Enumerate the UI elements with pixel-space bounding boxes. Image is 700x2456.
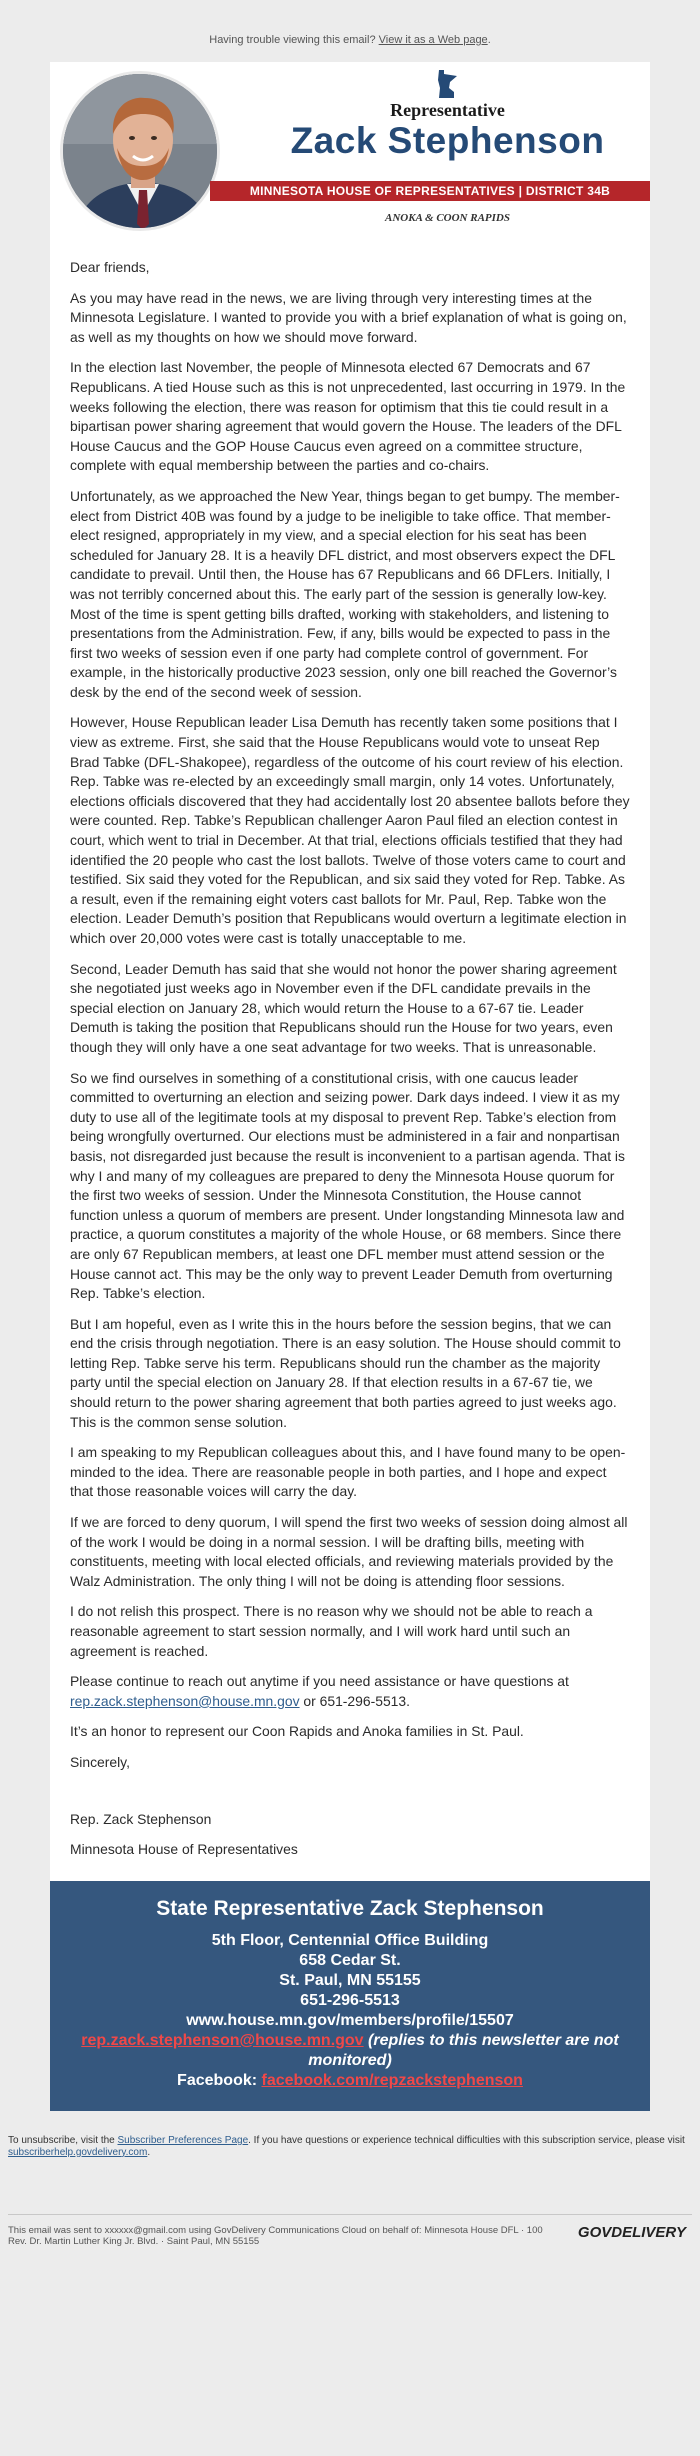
signature-name: Rep. Zack Stephenson: [70, 1810, 212, 1827]
address-line: St. Paul, MN 55155: [279, 1971, 421, 1989]
paragraph: So we find ourselves in something of a constitutional crisis, with one caucus leader committed to overturning an election and seizing power. Dark days indeed. I view it as my duty to use all of the legitimate tools at my disposal to prevent Rep. Tabke’s election from being wrongfully overturned. Our elections must be administered in a fair and nonpartisan basis, not disregarded just because the result is inconvenient to a partisan agenda. That is why I and many of my colleagues are prepared to deny the Minnesota House quorum for the first two weeks of session. Under the Minnesota Constitution, the House cannot function unless a quorum of members are present. Under longstanding Minnesota law and practice, a quorum constitutes a majority of the whole House, or 68 members. Since there are only 67 Republican members, at least one DFL member must attend session or the House cannot act. This may be the only way to prevent Leader Demuth from overturning Rep. Tabke’s election.: [70, 1069, 625, 1302]
paragraph: However, House Republican leader Lisa Demuth has recently taken some positions that I view as extreme. First, she said that the House Republicans would vote to unseat Rep Brad Tabke (DFL-Shakopee), regardless of the outcome of his court review of his election. Rep. Tabke was re-elected by an exceedingly small margin, only 14 votes. Unfortunately, elections officials discovered that they had accidentally lost 20 absentee ballots before they were counted. Rep. Tabke’s Republican challenger Aaron Paul filed an election contest in court, which went to trial in December. At that trial, elections officials testified that they had identified the 20 people who cast the lost ballots. Twelve of those voters came to court and testified. Six said they voted for the Republican, and six said they voted for Rep. Tabke. As a result, even if the remaining eight voters cast ballots for Mr. Paul, Rep. Tabke won the election. Leader Demuth’s position that Republicans would overturn a legitimate election in which over 20,000 votes were cast is totally unacceptable to me.: [70, 714, 630, 946]
paragraph: It’s an honor to represent our Coon Rapids and Anoka families in St. Paul.: [70, 1723, 524, 1740]
unsubscribe-notice: [0, 2111, 700, 2159]
govdelivery-logo[interactable]: [577, 2223, 686, 2241]
contact-prefix: Please continue to reach out anytime if you need assistance or have questions at: [70, 1673, 569, 1690]
web-view-prefix: Having trouble viewing this email?: [209, 34, 379, 46]
contact-email-link[interactable]: rep.zack.stephenson@house.mn.gov: [81, 2031, 364, 2049]
fine-middle: . If you have questions or experience technical difficulties with this subscription service, please visit: [248, 2134, 685, 2146]
contact-suffix: or 651-296-5513.: [299, 1692, 410, 1709]
paragraph: I am speaking to my Republican colleagues about this, and I have found many to be open-minded to the idea. There are reasonable people in both parties, and I hope and expect that those reasonable voices will carry the day.: [70, 1444, 626, 1500]
web-view-suffix: .: [487, 34, 491, 46]
contact-box: [50, 1881, 650, 2111]
representative-photo: [60, 71, 220, 231]
newsletter-card: [50, 62, 650, 2111]
closing: Sincerely,: [70, 1753, 130, 1770]
email-note: (replies to this newsletter are not monitored): [308, 2031, 619, 2069]
paragraph: In the election last November, the people of Minnesota elected 67 Democrats and 67 Republicans. A tied House such as this is not unprecedented, last occurring in 1979. In the weeks following the election, there was reason for optimism that this tie could result in a bipartisan power sharing agreement that would govern the House. The leaders of the DFL House Caucus and the GOP House Caucus even agreed on a committee structure, complete with equal membership between the parties and co-chairs.: [70, 359, 626, 474]
paragraph: I do not relish this prospect. There is no reason why we should not be able to reach a reasonable agreement to start session normally, and I will work hard until such an agreement is reached.: [70, 1603, 593, 1659]
paragraph: If we are forced to deny quorum, I will spend the first two weeks of session doing almost all of the work I would be doing in a normal session. I will be drafting bills, meeting with constituents, meeting with local elected officials, and reviewing materials provided by the Walz Administration. The only thing I will not be doing is attending floor sessions.: [70, 1514, 628, 1589]
district-tagline: ANOKA & COON RAPIDS: [384, 212, 510, 224]
greeting: Dear friends,: [70, 259, 150, 275]
subscriber-help-link[interactable]: subscriberhelp.govdelivery.com: [8, 2146, 148, 2158]
contact-phone: 651-296-5513: [300, 1991, 400, 2009]
address-line: 5th Floor, Centennial Office Building: [211, 1931, 489, 1949]
minnesota-state-icon: [437, 70, 459, 98]
facebook-line: [60, 2071, 640, 2091]
paragraph: Second, Leader Demuth has said that she would not honor the power sharing agreement she negotiated just weeks ago in November even if the DFL candidate prevails in the special election on January 28, which would return the House to a 67-67 tie. Leader Demuth is taking the position that Republicans should run the House for two years, even though they will only have a one seat advantage for two weeks. That is unreasonable.: [70, 960, 617, 1055]
facebook-label: Facebook:: [177, 2071, 262, 2089]
district-banner: MINNESOTA HOUSE OF REPRESENTATIVES | DISTRICT 34B: [210, 181, 650, 201]
sender-line: This email was sent to xxxxxx@gmail.com using GovDelivery Communications Cloud on behalf of: Minnesota House DFL · 100: [8, 2224, 543, 2236]
paragraph: Unfortunately, as we approached the New Year, things began to get bumpy. The member-elect from District 40B was found by a judge to be ineligible to take office. That member-elect resigned, appropriately in my view, and a special election for his seat has been scheduled for January 28. It is a heavily DFL district, and most observers expect the DFL candidate to prevail. Until then, the House has 67 Republicans and 66 DFLers. Initially, I was not terribly concerned about this. The early part of the session is generally low-key. Most of the time is spent getting bills drafted, working with stakeholders, and listening to presentations from the Administration. Few, if any, bills would be expected to pass in the first two weeks of session even if one party had complete control of government. For example, in the historically productive 2023 session, only one bill reached the Governor’s desk by the end of the second week of session.: [70, 487, 620, 700]
signature-title: Minnesota House of Representatives: [70, 1841, 298, 1858]
paragraph: As you may have read in the news, we are living through very interesting times at the Minnesota Legislature. I wanted to provide you with a brief explanation of what is going on, as well as my thoughts on how we should move forward.: [70, 289, 627, 345]
email-link[interactable]: rep.zack.stephenson@house.mn.gov: [70, 1692, 300, 1709]
facebook-link[interactable]: facebook.com/repzackstephenson: [261, 2071, 523, 2089]
sender-line: Rev. Dr. Martin Luther King Jr. Blvd. · Saint Paul, MN 55155: [8, 2235, 260, 2247]
subscriber-preferences-link[interactable]: Subscriber Preferences Page: [117, 2134, 249, 2146]
sender-info: [0, 2215, 700, 2247]
web-view-notice: [0, 0, 700, 62]
portrait-image: [63, 74, 220, 231]
title-representative: Representative: [390, 100, 505, 120]
contact-email-line: [60, 2031, 640, 2071]
contact-website: www.house.mn.gov/members/profile/15507: [186, 2011, 514, 2029]
contact-title: State Representative Zack Stephenson: [156, 1896, 544, 1920]
address-line: 658 Cedar St.: [299, 1951, 401, 1969]
representative-name: Zack Stephenson: [290, 120, 605, 161]
letter-body: [50, 228, 650, 1881]
fine-suffix: .: [147, 2146, 151, 2158]
header-title-block: [260, 70, 635, 161]
paragraph: But I am hopeful, even as I write this in the hours before the session begins, that we can end the crisis through negotiation. There is an easy solution. The House should commit to letting Rep. Tabke serve his term. Republicans should run the chamber as the majority party until the special election on January 28. If that election results in a 67-67 tie, we should return to the power sharing agreement that both parties agreed to just weeks ago. This is the common sense solution.: [70, 1315, 621, 1430]
fine-prefix: To unsubscribe, visit the: [8, 2134, 118, 2146]
contact-paragraph: [70, 1672, 630, 1711]
web-view-link[interactable]: View it as a Web page: [378, 34, 488, 46]
govdelivery-logo-text: GOVDELIVERY: [577, 2223, 686, 2241]
newsletter-header: [50, 62, 650, 228]
